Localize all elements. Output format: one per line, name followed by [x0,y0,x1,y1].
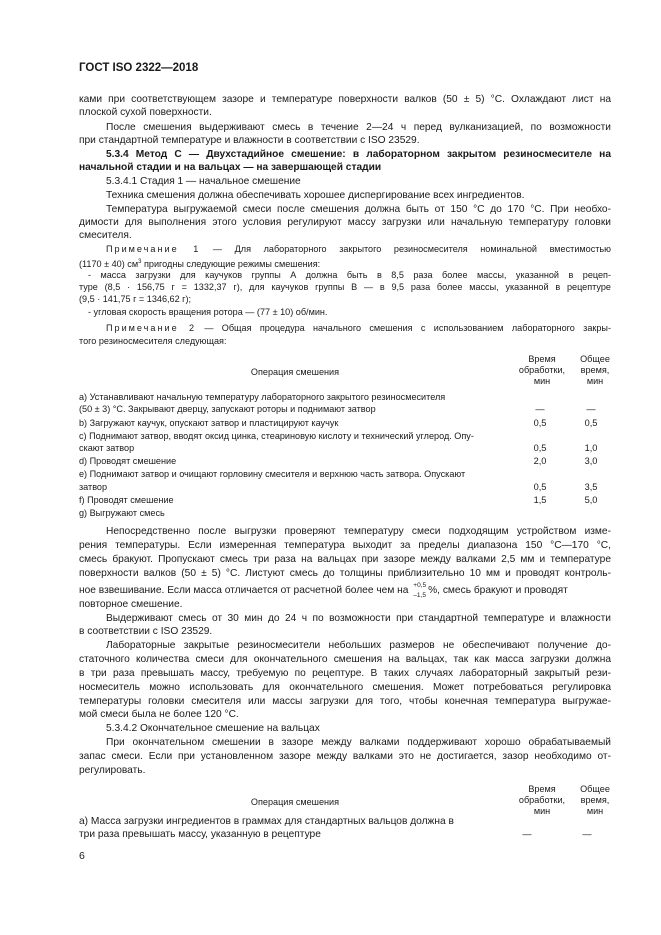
body-line: Техника смешения должна обеспечивать хорошее диспергирование всех ингредиентов. [106,190,525,201]
table-row-c: c) Поднимают затвор, вводят оксид цинка, стеариновую кислоту и технический углерод. Опу- [79,431,474,441]
body-line: плоской сухой поверхности. [79,107,212,118]
body-line: в три раза превышать массу, требуемую по рецептуре. В таких случаях лабораторный закрытый рези- [79,668,611,679]
body-line: регулировать. [79,765,146,776]
table2-row-a-cont: три раза превышать массу, указанную в рецептуре [79,829,321,840]
time-cell: — [522,829,532,839]
subsection-heading: 5.3.4.1 Стадия 1 — начальное смешение [106,176,301,187]
body-line: рения температуры. Если измеренная температура выходит за пределы диапазона 150 °С—170 °С, [79,540,611,551]
time-cell: 2,0 [533,456,547,466]
note-line: - угловая скорость вращения ротора — (77 ± 10) об/мин. [88,307,328,317]
body-line: Непосредственно после выгрузки проверяют температуру смеси подходящим устройством изме- [106,526,611,537]
time-cell: 1,5 [533,495,547,505]
time-cell: 0,5 [533,443,547,453]
table1-col-operation: Операция смешения [250,367,340,377]
note-line: (9,5 · 141,75 г = 1346,62 г); [79,294,192,304]
tolerance-line: ное взвешивание. Если масса отличается от расчетной более чем на +0,5 –1,5 %, смесь бракуют и проводят [79,582,568,599]
note-1 [106,243,611,255]
body-line: температуры головки смесителя или массы загрузки для того, чтобы конечная температура выгружае- [79,696,611,707]
total-cell: 3,5 [584,482,598,492]
table2-col-operation: Операция смешения [250,797,340,807]
note-text: — Для лабораторного закрытого резиносмесителя номинальной вместимостью [200,244,611,254]
body-line: при стандартной температуре и влажности в соответствии с ISO 23529. [79,135,420,146]
body-line: повторное смешение. [79,599,183,610]
note-line: туре (8,5 · 156,75 г = 1332,37 г), для каучуков группы В — в 9,5 раза более массы, указанной в рецептуре [79,282,611,292]
table2-col-time: Время обработки, мин [518,784,566,816]
body-line: Температура выгружаемой смеси после смешения должна быть от 150 °С до 170 °С. При необхо- [106,204,611,215]
table-row-c-cont: скают затвор [79,443,135,453]
note-label: Примечание 2 [106,323,197,333]
note-line: того резиносмесителя следующая: [79,336,227,346]
note-2 [106,322,611,334]
table2-row-a: a) Масса загрузки ингредиентов в граммах для стандартных вальцов должна в [79,816,454,827]
body-line: димости для выполнения этого условия регулируют массу загрузки или начальную температуру головки [79,217,611,228]
document-header: ГОСТ ISO 2322—2018 [79,62,199,74]
total-cell: 0,5 [584,418,598,428]
body-line: После смешения выдерживают смесь в течение 2—24 ч перед вулканизацией, по возможности [106,122,611,133]
time-cell: — [535,404,545,414]
table-row-g: g) Выгружают смесь [79,508,165,518]
table-row-a: a) Устанавливают начальную температуру лабораторного закрытого резиносмесителя [79,392,446,402]
body-line: смесь бракуют. Пропускают смесь три раза на вальцах при зазоре между валками 2,5 мм и температуре [79,554,611,565]
tolerance-value: +0,5 –1,5 [413,582,427,599]
section-heading: начальной стадии и на вальцах — на завершающей стадии [79,162,382,173]
note-line: - масса загрузки для каучуков группы А должна быть в 8,5 раза более массы, указанной в рецеп- [88,270,611,280]
table-row-e-cont: затвор [79,482,108,492]
table1-col-total: Общее время, мин [580,354,610,386]
table-row-a-cont: (50 ± 3) °С. Закрывают дверцу, запускают роторы и поднимают затвор [79,404,376,414]
body-line: запас смеси. Если при установленном зазоре между валками это не достигается, зазор необходимо от- [79,751,611,762]
table2-col-total: Общее время, мин [580,784,610,816]
body-line: Выдерживают смесь от 30 мин до 24 ч по возможности при стандартной температуре и влажности [106,613,611,624]
body-line: мой смеси была не более 120 °С. [79,709,239,720]
section-heading: 5.3.4 Метод С — Двухстадийное смешение: в лабораторном закрытом резиносмесителе на [106,149,611,160]
table-row-d: d) Проводят смешение [79,456,177,466]
note-label: Примечание 1 [106,244,201,254]
note-text: — Общая процедура начального смешения с использованием лабораторного закры- [196,323,611,333]
body-line: смесителя. [79,230,132,241]
body-line: в соответствии с ISO 23529. [79,626,213,637]
page-number: 6 [79,850,85,862]
table-row-b: b) Загружают каучук, опускают затвор и пластицируют каучук [79,418,339,428]
total-cell: — [586,404,596,414]
body-line: При окончательном смешении в зазоре между валками поддерживают хорошо обрабатываемый [106,737,611,748]
total-cell: 1,0 [584,443,598,453]
time-cell: 0,5 [533,482,547,492]
table1-col-time: Время обработки, мин [518,354,566,386]
total-cell: — [582,829,592,839]
total-cell: 5,0 [584,495,598,505]
body-line: Лабораторные закрытые резиносмесители небольших размеров не обеспечивают получение до- [106,640,611,651]
subsection-heading: 5.3.4.2 Окончательное смешение на вальцах [106,723,320,734]
body-line: поверхности валков (50 ± 5) °С. Листуют смесь до толщины приблизительно 10 мм и проводят контроль- [79,568,611,579]
time-cell: 0,5 [533,418,547,428]
note-line: (1170 ± 40) $см^3$ пригодны следующие режимы смешения: [79,259,321,269]
table-row-e: e) Поднимают затвор и очищают горловину смесителя и верхнюю часть затвора. Опускают [79,469,466,479]
table-row-f: f) Проводят смешение [79,495,174,505]
total-cell: 3,0 [584,456,598,466]
body-line: носмеситель можно использовать для окончательного смешения. Может потребоваться регулировка [79,682,611,693]
body-line: ками при соответствующем зазоре и температуре поверхности валков (50 ± 5) °С. Охлаждают лист на [79,94,611,105]
body-line: статочного количества смеси для окончательного смешения на вальцах, так как масса загрузки должна [79,654,611,665]
